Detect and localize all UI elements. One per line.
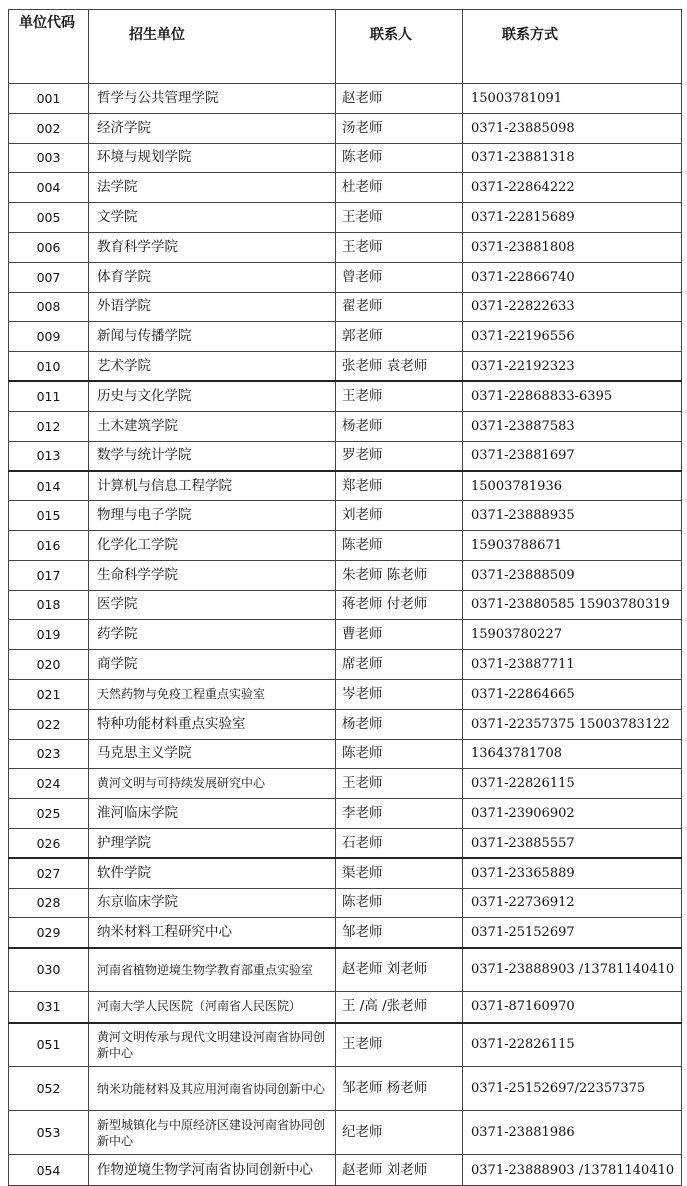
code-cell: 015	[9, 501, 89, 531]
unit-cell: 经济学院	[89, 113, 336, 143]
unit-cell: 艺术学院	[89, 352, 336, 382]
unit-cell: 护理学院	[89, 828, 336, 858]
contact-cell: 陈老师	[336, 143, 463, 173]
contact-cell: 邹老师	[336, 918, 463, 948]
unit-cell: 计算机与信息工程学院	[89, 471, 336, 501]
table-row	[9, 769, 682, 799]
phone-cell: 0371-22736912	[463, 888, 682, 918]
table-row	[9, 143, 682, 173]
header-contact: 联系人	[336, 10, 463, 84]
code-cell: 017	[9, 560, 89, 590]
table-row	[9, 1023, 682, 1067]
phone-cell: 0371-23885557	[463, 828, 682, 858]
table-body	[9, 84, 682, 1186]
code-cell: 007	[9, 262, 89, 292]
table-row	[9, 828, 682, 858]
contact-cell: 陈老师	[336, 739, 463, 769]
unit-cell: 生命科学学院	[89, 560, 336, 590]
contact-cell: 陈老师	[336, 530, 463, 560]
unit-cell: 纳米材料工程研究中心	[89, 918, 336, 948]
contact-cell: 陈老师	[336, 888, 463, 918]
phone-cell: 13643781708	[463, 739, 682, 769]
unit-cell: 历史与文化学院	[89, 381, 336, 411]
code-cell: 005	[9, 203, 89, 233]
table-row	[9, 1067, 682, 1111]
table-row	[9, 560, 682, 590]
phone-cell: 0371-22357375 15003783122	[463, 709, 682, 739]
contact-cell: 石老师	[336, 828, 463, 858]
phone-cell: 0371-23906902	[463, 799, 682, 829]
table-row	[9, 888, 682, 918]
phone-cell: 0371-22192323	[463, 352, 682, 382]
code-cell: 025	[9, 799, 89, 829]
phone-cell: 15003781091	[463, 84, 682, 114]
phone-cell: 0371-23881318	[463, 143, 682, 173]
table-row	[9, 173, 682, 203]
unit-cell: 马克思主义学院	[89, 739, 336, 769]
code-cell: 029	[9, 918, 89, 948]
phone-cell: 0371-25152697/22357375	[463, 1067, 682, 1111]
unit-cell: 东京临床学院	[89, 888, 336, 918]
phone-cell: 15903788671	[463, 530, 682, 560]
code-cell: 018	[9, 590, 89, 620]
contact-cell: 杨老师	[336, 411, 463, 441]
code-cell: 054	[9, 1155, 89, 1186]
phone-cell: 15903780227	[463, 620, 682, 650]
code-cell: 001	[9, 84, 89, 114]
contact-cell: 罗老师	[336, 441, 463, 471]
unit-cell: 数学与统计学院	[89, 441, 336, 471]
header-unit: 招生单位	[89, 10, 336, 84]
unit-cell: 作物逆境生物学河南省协同创新中心	[89, 1155, 336, 1186]
phone-cell: 0371-23885098	[463, 113, 682, 143]
code-cell: 031	[9, 992, 89, 1023]
phone-cell: 0371-22866740	[463, 262, 682, 292]
table-row	[9, 1111, 682, 1155]
contact-cell: 李老师	[336, 799, 463, 829]
code-cell: 003	[9, 143, 89, 173]
code-cell: 051	[9, 1023, 89, 1067]
unit-cell: 哲学与公共管理学院	[89, 84, 336, 114]
unit-cell: 新闻与传播学院	[89, 322, 336, 352]
contact-cell: 王老师	[336, 1023, 463, 1067]
phone-cell: 0371-25152697	[463, 918, 682, 948]
unit-cell: 物理与电子学院	[89, 501, 336, 531]
table-row	[9, 501, 682, 531]
code-cell: 024	[9, 769, 89, 799]
phone-cell: 0371-23880585 15903780319	[463, 590, 682, 620]
phone-cell: 15003781936	[463, 471, 682, 501]
phone-cell: 0371-22864222	[463, 173, 682, 203]
phone-cell: 0371-23888509	[463, 560, 682, 590]
table-row	[9, 739, 682, 769]
code-cell: 006	[9, 232, 89, 262]
contact-cell: 郭老师	[336, 322, 463, 352]
phone-cell: 0371-22868833-6395	[463, 381, 682, 411]
phone-cell: 0371-22826115	[463, 769, 682, 799]
header-row	[9, 10, 682, 84]
contact-cell: 王老师	[336, 381, 463, 411]
phone-cell: 0371-22864665	[463, 679, 682, 709]
phone-cell: 0371-23888903 /13781140410	[463, 1155, 682, 1186]
contact-cell: 曹老师	[336, 620, 463, 650]
header-phone: 联系方式	[463, 10, 682, 84]
code-cell: 010	[9, 352, 89, 382]
code-cell: 016	[9, 530, 89, 560]
contact-table	[8, 9, 682, 1186]
phone-cell: 0371-22826115	[463, 1023, 682, 1067]
code-cell: 028	[9, 888, 89, 918]
contact-cell: 朱老师 陈老师	[336, 560, 463, 590]
code-cell: 053	[9, 1111, 89, 1155]
contact-cell: 赵老师	[336, 84, 463, 114]
table-row	[9, 441, 682, 471]
code-cell: 027	[9, 858, 89, 888]
contact-cell: 张老师 袁老师	[336, 352, 463, 382]
unit-cell: 黄河文明传承与现代文明建设河南省协同创新中心	[89, 1023, 336, 1067]
contact-cell: 郑老师	[336, 471, 463, 501]
phone-cell: 0371-22815689	[463, 203, 682, 233]
phone-cell: 0371-87160970	[463, 992, 682, 1023]
table-row	[9, 322, 682, 352]
code-cell: 014	[9, 471, 89, 501]
table-row	[9, 530, 682, 560]
phone-cell: 0371-22822633	[463, 292, 682, 322]
contact-cell: 王老师	[336, 769, 463, 799]
unit-cell: 淮河临床学院	[89, 799, 336, 829]
unit-cell: 医学院	[89, 590, 336, 620]
code-cell: 013	[9, 441, 89, 471]
code-cell: 002	[9, 113, 89, 143]
contact-cell: 蒋老师 付老师	[336, 590, 463, 620]
table-row	[9, 858, 682, 888]
table-row	[9, 679, 682, 709]
table-row	[9, 352, 682, 382]
contact-cell: 赵老师 刘老师	[336, 948, 463, 992]
contact-cell: 翟老师	[336, 292, 463, 322]
unit-cell: 教育科学学院	[89, 232, 336, 262]
contact-cell: 王 /高 /张老师	[336, 992, 463, 1023]
table-row	[9, 471, 682, 501]
code-cell: 030	[9, 948, 89, 992]
table-row	[9, 262, 682, 292]
unit-cell: 天然药物与免疫工程重点实验室	[89, 679, 336, 709]
contact-cell: 席老师	[336, 650, 463, 680]
phone-cell: 0371-23888935	[463, 501, 682, 531]
contact-cell: 赵老师 刘老师	[336, 1155, 463, 1186]
unit-cell: 商学院	[89, 650, 336, 680]
table-row	[9, 292, 682, 322]
table-row	[9, 650, 682, 680]
unit-cell: 黄河文明与可持续发展研究中心	[89, 769, 336, 799]
unit-cell: 纳米功能材料及其应用河南省协同创新中心	[89, 1067, 336, 1111]
unit-cell: 化学化工学院	[89, 530, 336, 560]
phone-cell: 0371-23881697	[463, 441, 682, 471]
table-row	[9, 799, 682, 829]
table-row	[9, 992, 682, 1023]
phone-cell: 0371-23365889	[463, 858, 682, 888]
unit-cell: 土木建筑学院	[89, 411, 336, 441]
code-cell: 021	[9, 679, 89, 709]
contact-cell: 王老师	[336, 203, 463, 233]
contact-cell: 纪老师	[336, 1111, 463, 1155]
contact-cell: 曾老师	[336, 262, 463, 292]
phone-cell: 0371-23881808	[463, 232, 682, 262]
table-row	[9, 1155, 682, 1186]
unit-cell: 河南大学人民医院（河南省人民医院）	[89, 992, 336, 1023]
code-cell: 023	[9, 739, 89, 769]
code-cell: 052	[9, 1067, 89, 1111]
contact-cell: 汤老师	[336, 113, 463, 143]
table-row	[9, 84, 682, 114]
contact-cell: 王老师	[336, 232, 463, 262]
unit-cell: 外语学院	[89, 292, 336, 322]
unit-cell: 文学院	[89, 203, 336, 233]
code-cell: 008	[9, 292, 89, 322]
unit-cell: 体育学院	[89, 262, 336, 292]
contact-cell: 岑老师	[336, 679, 463, 709]
code-cell: 011	[9, 381, 89, 411]
contact-cell: 刘老师	[336, 501, 463, 531]
table-row	[9, 590, 682, 620]
table-row	[9, 381, 682, 411]
unit-cell: 河南省植物逆境生物学教育部重点实验室	[89, 948, 336, 992]
table-row	[9, 918, 682, 948]
table-row	[9, 709, 682, 739]
table-row	[9, 203, 682, 233]
contact-cell: 杨老师	[336, 709, 463, 739]
code-cell: 009	[9, 322, 89, 352]
unit-cell: 法学院	[89, 173, 336, 203]
phone-cell: 0371-23887711	[463, 650, 682, 680]
code-cell: 022	[9, 709, 89, 739]
contact-cell: 邹老师 杨老师	[336, 1067, 463, 1111]
phone-cell: 0371-23887583	[463, 411, 682, 441]
code-cell: 020	[9, 650, 89, 680]
phone-cell: 0371-22196556	[463, 322, 682, 352]
table-row	[9, 411, 682, 441]
header-code: 单位代码	[9, 10, 89, 84]
unit-cell: 特种功能材料重点实验室	[89, 709, 336, 739]
contact-cell: 渠老师	[336, 858, 463, 888]
unit-cell: 软件学院	[89, 858, 336, 888]
code-cell: 012	[9, 411, 89, 441]
table-row	[9, 948, 682, 992]
table-row	[9, 232, 682, 262]
unit-cell: 药学院	[89, 620, 336, 650]
phone-cell: 0371-23888903 /13781140410	[463, 948, 682, 992]
code-cell: 019	[9, 620, 89, 650]
code-cell: 004	[9, 173, 89, 203]
unit-cell: 新型城镇化与中原经济区建设河南省协同创新中心	[89, 1111, 336, 1155]
unit-cell: 环境与规划学院	[89, 143, 336, 173]
contact-cell: 杜老师	[336, 173, 463, 203]
table-row	[9, 620, 682, 650]
table-row	[9, 113, 682, 143]
phone-cell: 0371-23881986	[463, 1111, 682, 1155]
code-cell: 026	[9, 828, 89, 858]
